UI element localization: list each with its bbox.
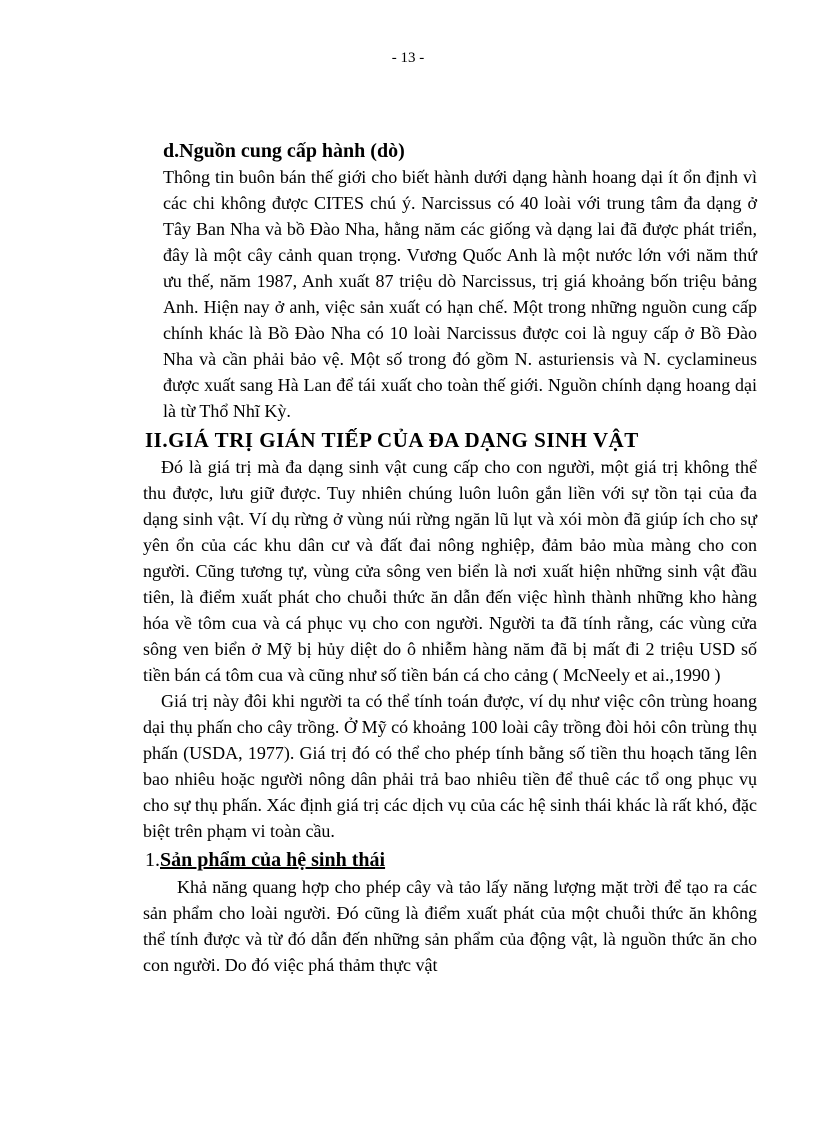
section-1-paragraph: Khả năng quang hợp cho phép cây và tảo lấy năng lượng mặt trời để tạo ra các sản phẩm cho loài người. Đó cũng là điểm xuất phát của một chuỗi thức ăn không thể tính được và từ đó dẫn đến những sản phẩm của động vật, là nguồn thức ăn cho con người. Do đó việc phá thảm thực vật xyxy=(143,877,757,975)
page-number: - 13 - xyxy=(391,50,425,66)
section-ii-heading: II.GIÁ TRỊ GIÁN TIẾP CỦA ĐA DẠNG SINH VẬT xyxy=(145,428,639,452)
section-ii-paragraph-2: Giá trị này đôi khi người ta có thể tính toán được, ví dụ như việc côn trùng hoang dại thụ phấn cho cây trồng. Ở Mỹ có khoảng 100 loài cây trồng đòi hỏi côn trùng thụ phấn (USDA, 1977). Giá trị đó có thể cho phép tính bằng số tiền thu hoạch tăng lên bao nhiêu hoặc người nông dân phải trả bao nhiêu tiền để thuê các tổ ong phục vụ cho sự thụ phấn. Xác định giá trị các dịch vụ của các hệ sinh thái khác là rất khó, đặc biệt trên phạm vi toàn cầu. xyxy=(143,691,757,841)
section-1-number: 1. xyxy=(145,849,160,871)
section-1-title: Sản phẩm của hệ sinh thái xyxy=(160,849,386,871)
section-ii-paragraph-1: Đó là giá trị mà đa dạng sinh vật cung cấp cho con người, một giá trị không thể thu được, lưu giữ được. Tuy nhiên chúng luôn luôn gắn liền với sự tồn tại của đa dạng sinh vật. Ví dụ rừng ở vùng núi rừng ngăn lũ lụt và xói mòn đã giúp ích cho sự yên ổn của các khu dân cư và đất đai nông nghiệp, đảm bảo mùa màng cho con người. Cũng tương tự, vùng cửa sông ven biển là nơi xuất hiện những sinh vật đầu tiên, là điểm xuất phát cho chuỗi thức ăn dẫn đến việc hình thành những kho hàng hóa về tôm cua và cá phục vụ cho con người. Người ta đã tính rằng, các vùng cửa sông ven biển ở Mỹ bị hủy diệt do ô nhiễm hàng năm đã bị mất đi 2 triệu USD số tiền bán cá tôm cua và cũng như số tiền bán cá cho cảng ( McNeely et ai.,1990 ) xyxy=(143,457,757,685)
section-d-paragraph: Thông tin buôn bán thế giới cho biết hành dưới dạng hành hoang dại ít ổn định vì các chi không được CITES chú ý. Narcissus có 40 loài với trung tâm đa dạng ở Tây Ban Nha và bồ Đào Nha, hằng năm các giống và dạng lai đã được phát triển, đây là một cây cảnh quan trọng. Vương Quốc Anh là một nước lớn với năm thứ ưu thế, năm 1987, Anh xuất 87 triệu dò Narcissus, trị giá khoảng bốn triệu bảng Anh. Hiện nay ở anh, việc sản xuất có hạn chế. Một trong những nguồn cung cấp chính khác là Bồ Đào Nha có 10 loài Narcissus được coi là nguy cấp ở Bồ Đào Nha và cần phải bảo vệ. Một số trong đó gồm N. asturiensis và N. cyclamineus được xuất sang Hà Lan để tái xuất cho toàn thế giới. Nguồn chính dạng hoang dại là từ Thổ Nhĩ Kỳ. xyxy=(163,167,757,421)
section-1-heading xyxy=(145,846,757,874)
document-body xyxy=(143,138,757,978)
section-d-title: d.Nguồn cung cấp hành (dò) xyxy=(163,140,405,162)
